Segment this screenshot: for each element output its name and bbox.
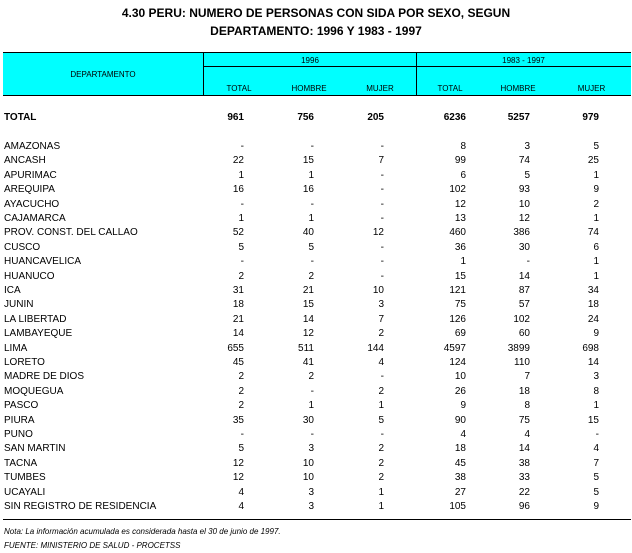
cell-value: 74 [587, 227, 599, 239]
header-divider [416, 53, 417, 96]
table-row [0, 443, 632, 457]
cell-value: 18 [587, 299, 599, 311]
cell-value: - [380, 169, 384, 181]
table-row [0, 371, 632, 385]
row-name: PROV. CONST. DEL CALLAO [4, 227, 138, 239]
cell-value: 8 [524, 400, 530, 412]
cell-value: - [380, 371, 384, 383]
cell-value: 1 [593, 213, 599, 224]
table-row-total [0, 112, 632, 126]
cell-value: - [240, 141, 244, 152]
table-row [0, 199, 632, 213]
cell-value: 74 [518, 155, 530, 167]
cell-value: 2 [238, 371, 244, 383]
cell-value: 45 [454, 457, 466, 469]
source-note: FUENTE: MINISTERIO DE SALUD - PROCETSS [4, 541, 181, 550]
table-row [0, 155, 632, 169]
table-row [0, 400, 632, 414]
cell-value: 8 [593, 385, 599, 397]
cell-value: 3 [524, 141, 530, 152]
cell-value: 144 [367, 342, 384, 354]
row-name: CAJAMARCA [4, 213, 66, 224]
cell-value: 6 [460, 169, 466, 181]
cell-value: - [310, 141, 314, 152]
cell-value: 33 [518, 472, 530, 484]
cell-value: 12 [232, 472, 244, 484]
cell-value: 2 [308, 270, 314, 282]
cell-value: 12 [372, 227, 384, 239]
cell-value: 9 [593, 184, 599, 196]
cell-value: - [526, 256, 530, 268]
cell-value: 5 [238, 241, 244, 253]
cell-value: 460 [449, 227, 466, 239]
cell-value: 3 [308, 443, 314, 455]
cell-value: 124 [449, 357, 466, 368]
header-col-total-1996: TOTAL [226, 84, 252, 93]
cell-value: - [380, 241, 384, 253]
row-name: AYACUCHO [4, 198, 60, 210]
cell-value: 34 [587, 285, 599, 296]
row-name: LAMBAYEQUE [4, 328, 73, 340]
cell-value: 2 [238, 385, 244, 397]
cell-value: 30 [302, 414, 314, 426]
header-col-hombre-1996: HOMBRE [291, 84, 327, 93]
cell-value: 7 [524, 371, 530, 383]
cell-value: 12 [518, 213, 530, 224]
cell-value: 18 [232, 299, 244, 311]
cell-value: 2 [308, 371, 314, 383]
row-name: PUNO [4, 429, 33, 440]
table-title-line1: 4.30 PERU: NUMERO DE PERSONAS CON SIDA POR SEXO, SEGUN [121, 6, 511, 20]
table-row [0, 343, 632, 357]
table-row [0, 242, 632, 256]
cell-value: 31 [232, 285, 244, 296]
header-departamento: DEPARTAMENTO [70, 70, 136, 79]
table-header [3, 52, 631, 96]
header-group-1996: 1996 [301, 56, 319, 65]
cell-value: - [310, 198, 314, 210]
cell-value: - [310, 385, 314, 397]
cell-value: 90 [454, 414, 466, 426]
cell-value: 110 [514, 357, 530, 368]
cell-value: 69 [454, 328, 466, 340]
cell-value: 30 [518, 241, 530, 253]
row-name: PASCO [4, 400, 39, 412]
cell-value: - [595, 429, 599, 440]
table-row [0, 314, 632, 328]
cell-value: 21 [302, 285, 314, 296]
row-name: APURIMAC [4, 169, 57, 181]
cell-value: 2 [378, 328, 384, 340]
cell-value: 2 [378, 385, 384, 397]
table-row [0, 429, 632, 443]
cell-value: 27 [454, 486, 466, 498]
cell-value: 7 [593, 457, 599, 469]
cell-value: 15 [587, 414, 599, 426]
table-row [0, 472, 632, 486]
cell-value: 1 [308, 400, 314, 412]
footer-rule [3, 519, 631, 520]
row-name: MADRE DE DIOS [4, 371, 85, 383]
row-name: ICA [4, 285, 21, 296]
row-name: JUNIN [4, 299, 34, 311]
cell-value: 24 [587, 313, 599, 325]
cell-value: 16 [232, 184, 244, 196]
cell-value: 1 [460, 256, 466, 268]
row-name: TUMBES [4, 472, 46, 484]
cell-value: 4 [460, 429, 466, 440]
header-col-hombre-1983-1997: HOMBRE [500, 84, 536, 93]
cell-value: 102 [449, 184, 466, 196]
cell-value: 45 [232, 357, 244, 368]
row-name: ANCASH [4, 155, 46, 167]
cell-value: 1 [238, 213, 244, 224]
cell-value: 1 [308, 213, 314, 224]
row-name: MOQUEGUA [4, 385, 64, 397]
cell-value: - [380, 213, 384, 224]
cell-value: 13 [454, 213, 466, 224]
cell-value: 41 [302, 357, 314, 368]
header-divider [203, 66, 631, 67]
table-row [0, 386, 632, 400]
cell-value: 96 [518, 501, 530, 512]
cell-value: 18 [454, 443, 466, 455]
cell-value: 22 [232, 155, 244, 167]
cell-value: 14 [232, 328, 244, 340]
cell-value: - [310, 429, 314, 440]
header-group-1983-1997: 1983 - 1997 [502, 56, 545, 65]
cell-value: 102 [513, 313, 530, 325]
table-row [0, 213, 632, 227]
cell-value: 3 [308, 501, 314, 512]
cell-value: 5 [238, 443, 244, 455]
cell-value: 52 [232, 227, 244, 239]
row-name: LA LIBERTAD [4, 313, 67, 325]
cell-value: 5 [593, 472, 599, 484]
table-row [0, 285, 632, 299]
cell-value: 35 [232, 414, 244, 426]
cell-value: 1 [593, 400, 599, 412]
cell-value: 4 [593, 443, 599, 455]
cell-value: 75 [454, 299, 466, 311]
cell-value: 99 [454, 155, 466, 167]
cell-value: 15 [302, 155, 314, 167]
cell-value: 756 [297, 112, 314, 123]
cell-value: 75 [518, 414, 530, 426]
cell-value: 18 [518, 385, 530, 397]
table-row [0, 271, 632, 285]
cell-value: 12 [302, 328, 314, 340]
cell-value: 1 [378, 501, 384, 512]
cell-value: 121 [449, 285, 466, 296]
row-name: HUANCAVELICA [4, 256, 82, 268]
cell-value: 4597 [443, 342, 466, 354]
row-name: TACNA [4, 457, 38, 469]
cell-value: 126 [449, 313, 466, 325]
cell-value: 15 [454, 270, 466, 282]
header-col-mujer-1996: MUJER [366, 84, 394, 93]
cell-value: 5 [378, 414, 384, 426]
cell-value: - [380, 270, 384, 282]
cell-value: 10 [518, 198, 530, 210]
cell-value: 40 [302, 227, 314, 239]
cell-value: 386 [513, 227, 530, 239]
cell-value: - [380, 256, 384, 268]
table-row [0, 170, 632, 184]
cell-value: 87 [518, 285, 530, 296]
cell-value: 2 [378, 443, 384, 455]
cell-value: 10 [454, 371, 466, 383]
cell-value: 21 [232, 313, 244, 325]
cell-value: 60 [518, 328, 530, 340]
cell-value: 12 [232, 457, 244, 469]
cell-value: 5 [593, 141, 599, 152]
cell-value: 6236 [443, 112, 466, 123]
cell-value: 3 [378, 299, 384, 311]
cell-value: 1 [238, 169, 244, 181]
cell-value: - [240, 256, 244, 268]
row-name: LORETO [4, 357, 45, 368]
cell-value: 2 [378, 472, 384, 484]
header-col-mujer-1983-1997: MUJER [577, 84, 606, 93]
cell-value: - [380, 184, 384, 196]
cell-value: 3899 [507, 342, 530, 354]
row-name: LIMA [4, 342, 28, 354]
cell-value: 15 [302, 299, 314, 311]
cell-value: 22 [518, 486, 530, 498]
cell-value: 8 [460, 141, 466, 152]
table-title-line2: DEPARTAMENTO: 1996 Y 1983 - 1997 [210, 24, 422, 38]
cell-value: 511 [298, 342, 314, 354]
row-name: PIURA [4, 414, 35, 426]
row-name: TOTAL [4, 112, 37, 123]
cell-value: - [380, 198, 384, 210]
cell-value: 1 [593, 256, 599, 268]
cell-value: 1 [378, 486, 384, 498]
cell-value: 655 [227, 342, 244, 354]
cell-value: 93 [518, 184, 530, 196]
cell-value: 5 [524, 169, 530, 181]
cell-value: 14 [587, 357, 599, 368]
cell-value: - [310, 256, 314, 268]
cell-value: 9 [593, 328, 599, 340]
cell-value: 5 [308, 241, 314, 253]
table-row [0, 299, 632, 313]
cell-value: 38 [518, 457, 530, 469]
row-name: AREQUIPA [4, 184, 55, 196]
cell-value: 10 [372, 285, 384, 296]
cell-value: - [380, 141, 384, 152]
header-divider [203, 53, 204, 96]
cell-value: 4 [238, 486, 244, 498]
cell-value: - [240, 198, 244, 210]
cell-value: 36 [454, 241, 466, 253]
cell-value: 14 [518, 270, 530, 282]
table-row [0, 256, 632, 270]
cell-value: 105 [449, 501, 466, 512]
cell-value: 38 [454, 472, 466, 484]
cell-value: 7 [378, 313, 384, 325]
row-name: CUSCO [4, 241, 41, 253]
table-row [0, 501, 632, 515]
cell-value: 5257 [507, 112, 530, 123]
cell-value: 14 [302, 313, 314, 325]
header-col-total-1983-1997: TOTAL [437, 84, 463, 93]
cell-value: 9 [593, 501, 599, 512]
footnote: Nota: La información acumulada es considerada hasta el 30 de junio de 1997. [4, 527, 281, 536]
cell-value: 2 [238, 400, 244, 412]
cell-value: 698 [582, 342, 599, 354]
cell-value: 979 [582, 112, 599, 123]
row-name: SAN MARTIN [4, 443, 66, 455]
cell-value: 25 [587, 155, 599, 167]
row-name: UCAYALI [4, 486, 46, 498]
cell-value: 1 [593, 270, 599, 282]
cell-value: 10 [302, 457, 314, 469]
cell-value: 961 [227, 112, 244, 123]
cell-value: 26 [454, 385, 466, 397]
cell-value: 4 [238, 501, 244, 512]
cell-value: 14 [518, 443, 530, 455]
row-name: SIN REGISTRO DE RESIDENCIA [4, 501, 157, 512]
table-row [0, 487, 632, 501]
cell-value: 6 [593, 241, 599, 253]
cell-value: 1 [593, 169, 599, 181]
cell-value: 57 [518, 299, 530, 311]
table-row [0, 357, 632, 371]
cell-value: 2 [593, 198, 599, 210]
cell-value: 7 [378, 155, 384, 167]
table-row [0, 415, 632, 429]
table-row [0, 227, 632, 241]
cell-value: 2 [238, 270, 244, 282]
cell-value: - [240, 429, 244, 440]
cell-value: 9 [460, 400, 466, 412]
cell-value: 2 [378, 457, 384, 469]
table-row [0, 458, 632, 472]
cell-value: 10 [302, 472, 314, 484]
cell-value: 3 [593, 371, 599, 383]
cell-value: 1 [378, 400, 384, 412]
cell-value: 5 [593, 486, 599, 498]
cell-value: 205 [367, 112, 384, 123]
cell-value: 3 [308, 486, 314, 498]
cell-value: 1 [308, 169, 314, 181]
cell-value: - [380, 429, 384, 440]
table-row [0, 141, 632, 155]
cell-value: 12 [454, 198, 466, 210]
table-row [0, 328, 632, 342]
row-name: HUANUCO [4, 270, 55, 282]
row-name: AMAZONAS [4, 141, 61, 152]
table-row [0, 184, 632, 198]
cell-value: 4 [524, 429, 530, 440]
cell-value: 4 [378, 357, 384, 368]
cell-value: 16 [302, 184, 314, 196]
